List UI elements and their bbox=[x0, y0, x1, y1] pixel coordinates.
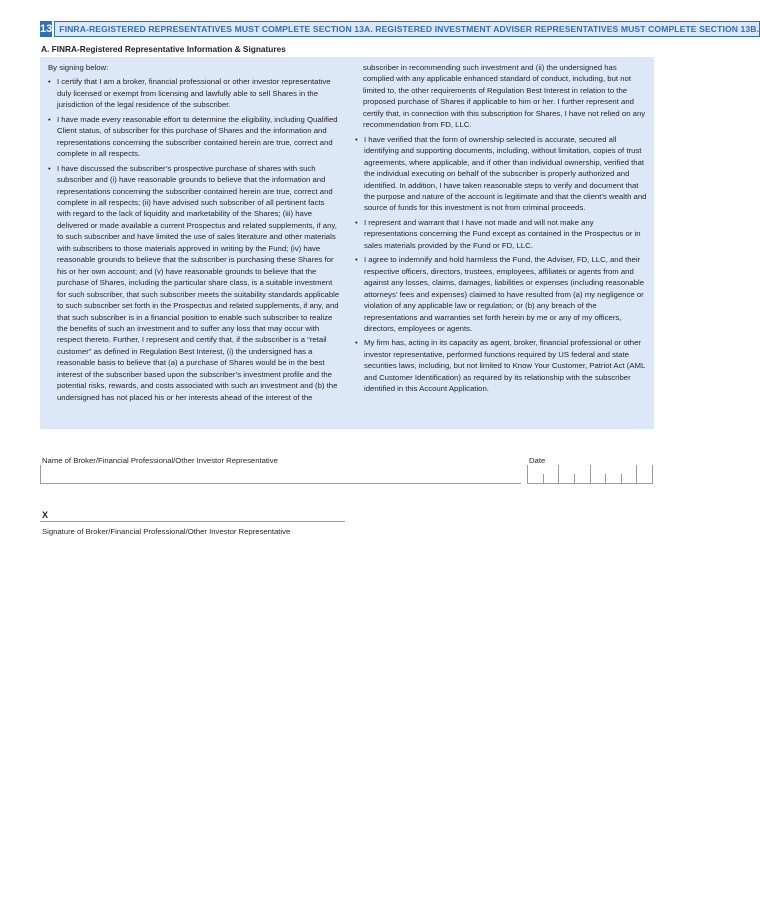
date-digit-box[interactable] bbox=[636, 465, 653, 483]
date-digit-box[interactable] bbox=[605, 474, 621, 483]
certification-right-column bbox=[355, 62, 647, 395]
section-number: 13 bbox=[40, 23, 53, 35]
list-item bbox=[355, 254, 647, 334]
list-item-text: I have verified that the form of ownership selected is accurate, secured all identifying and supporting documents, including, without limitation, copies of trust agreements, where applicable, and if other than individual ownership, verified that the individual executing on behalf of the subscriber is properly authorized and identified. In addition, I have taken reasonable steps to verify and document that the purpose and nature of the account is legitimate and that the client’s wealth and source of funds for this investment is not from criminal proceeds. bbox=[364, 134, 647, 213]
date-digit-box[interactable] bbox=[590, 465, 606, 483]
list-item bbox=[355, 337, 647, 394]
left-bullet-list bbox=[48, 76, 340, 403]
date-field[interactable] bbox=[527, 465, 653, 484]
list-item bbox=[355, 217, 647, 251]
list-item-text: I represent and warrant that I have not made and will not make any representations concerning the Fund except as contained in the Prospectus or in sales materials provided by the Fund or FD, LLC. bbox=[364, 217, 641, 250]
subsection-heading: A. FINRA-Registered Representative Information & Signatures bbox=[41, 44, 286, 54]
signature-mark: X bbox=[42, 510, 49, 520]
signature-line[interactable] bbox=[40, 521, 345, 522]
bullet-icon: • bbox=[355, 217, 358, 227]
list-item bbox=[48, 163, 340, 404]
intro-text: By signing below: bbox=[48, 63, 109, 72]
right-bullet-list bbox=[355, 134, 647, 395]
date-digit-box[interactable] bbox=[558, 465, 574, 483]
list-item bbox=[355, 134, 647, 214]
representative-name-field[interactable] bbox=[40, 465, 521, 484]
date-digit-box[interactable] bbox=[621, 474, 637, 483]
bullet-icon: • bbox=[355, 338, 358, 348]
list-item-text: My firm has, acting in its capacity as agent, broker, financial professional or other investor representative, performed functions required by US federal and state securities laws, including, but not limited to Know Your Customer, Patriot Act (AML and Customer Identification) as required by its relationship with the subscriber identified in this Account Application. bbox=[364, 338, 645, 394]
list-item-text: I have discussed the subscriber’s prospective purchase of shares with such subscriber and (i) have reasonable grounds to believe that the information and representations concerning the subscriber contained herein are true, correct and complete in all respects; (ii) have advised such subscriber of all pertinent facts with regard to the lack of liquidity and marketability of the Shares; (iii) have delivered or made available a current Prospectus and related supplements, if any, to such subscriber and have limited the use of sales literature and other materials with subscribers to those materials approved in writing by the Fund; (iv) have reasonable grounds to believe that the subscriber is purchasing these Shares for his or her own account; and (v) have reasonable grounds to believe that the purchase of Shares, including the particular share class, is a suitable investment for such subscriber, that such subscriber meets the suitability standards applicable to such subscriber set forth in the Prospectus and related supplements, if any, and that such subscriber is in a financial position to enable such subscriber to realize the benefits of such an investment and to suffer any loss that may occur with respect thereto. Further, I represent and certify that, if the subscriber is a “retail customer” as defined in Regulation Best Interest, (i) the undersigned has a reasonable basis to believe that (a) a purchase of Shares would be in the best interest of the subscriber based upon the subscriber’s investment profile and the potential risks, rewards, and costs associated with such an investment and (b) the undersigned has not placed his or her interests ahead of the interest of the bbox=[57, 163, 340, 402]
section-title: FINRA-REGISTERED REPRESENTATIVES MUST COMPLETE SECTION 13A. REGISTERED INVESTMENT ADVISER REPRESENTATIVES MUST COMPLETE SECTION 13B. bbox=[54, 21, 760, 37]
certification-left-column bbox=[48, 62, 340, 403]
continuation-text: subscriber in recommending such investment and (ii) the undersigned has complied with any applicable enhanced standard of conduct, including, but not limited to, the other requirements of Regulation Best Interest in relation to the proposed purchase of Shares if applicable to him or her. I further represent and certify that, in connection with this subscription for Shares, I have not relied on any recommendation from FD, LLC. bbox=[363, 63, 646, 130]
representative-name-label: Name of Broker/Financial Professional/Other Investor Representative bbox=[42, 456, 278, 465]
list-item bbox=[48, 114, 340, 160]
date-digit-box[interactable] bbox=[527, 465, 543, 483]
date-digit-box[interactable] bbox=[543, 474, 559, 483]
bullet-icon: • bbox=[48, 114, 51, 124]
list-item-text: I agree to indemnify and hold harmless the Fund, the Adviser, FD, LLC, and their respective officers, directors, trustees, employees, affiliates or agents from and against any losses, claims, damages, liabilities or expenses (including reasonable attorneys’ fees and expenses) claimed to have resulted from (a) my negligence or violation of any applicable law or regulation; or (b) any breach of the representations and warranties set forth herein by me or any of my officers, directors, employees or agents. bbox=[364, 255, 645, 333]
section-header bbox=[40, 21, 760, 37]
bullet-icon: • bbox=[355, 255, 358, 265]
bullet-icon: • bbox=[355, 134, 358, 144]
list-item-text: I certify that I am a broker, financial professional or other investor representative duly licensed or exempt from licensing and lawfully able to sell Shares in the jurisdiction of the legal residence of the subscriber. bbox=[57, 77, 331, 110]
date-label: Date bbox=[529, 456, 546, 465]
bullet-icon: • bbox=[48, 77, 51, 87]
list-item-text: I have made every reasonable effort to determine the eligibility, including Qualified Client status, of subscriber for this purchase of Shares and the information and representations concerning the subscriber contained herein are true, correct and complete in all respects. bbox=[57, 114, 338, 159]
bullet-icon: • bbox=[48, 163, 51, 173]
date-digit-box[interactable] bbox=[574, 474, 590, 483]
signature-label: Signature of Broker/Financial Professional/Other Investor Representative bbox=[42, 527, 291, 536]
list-item bbox=[48, 76, 340, 110]
